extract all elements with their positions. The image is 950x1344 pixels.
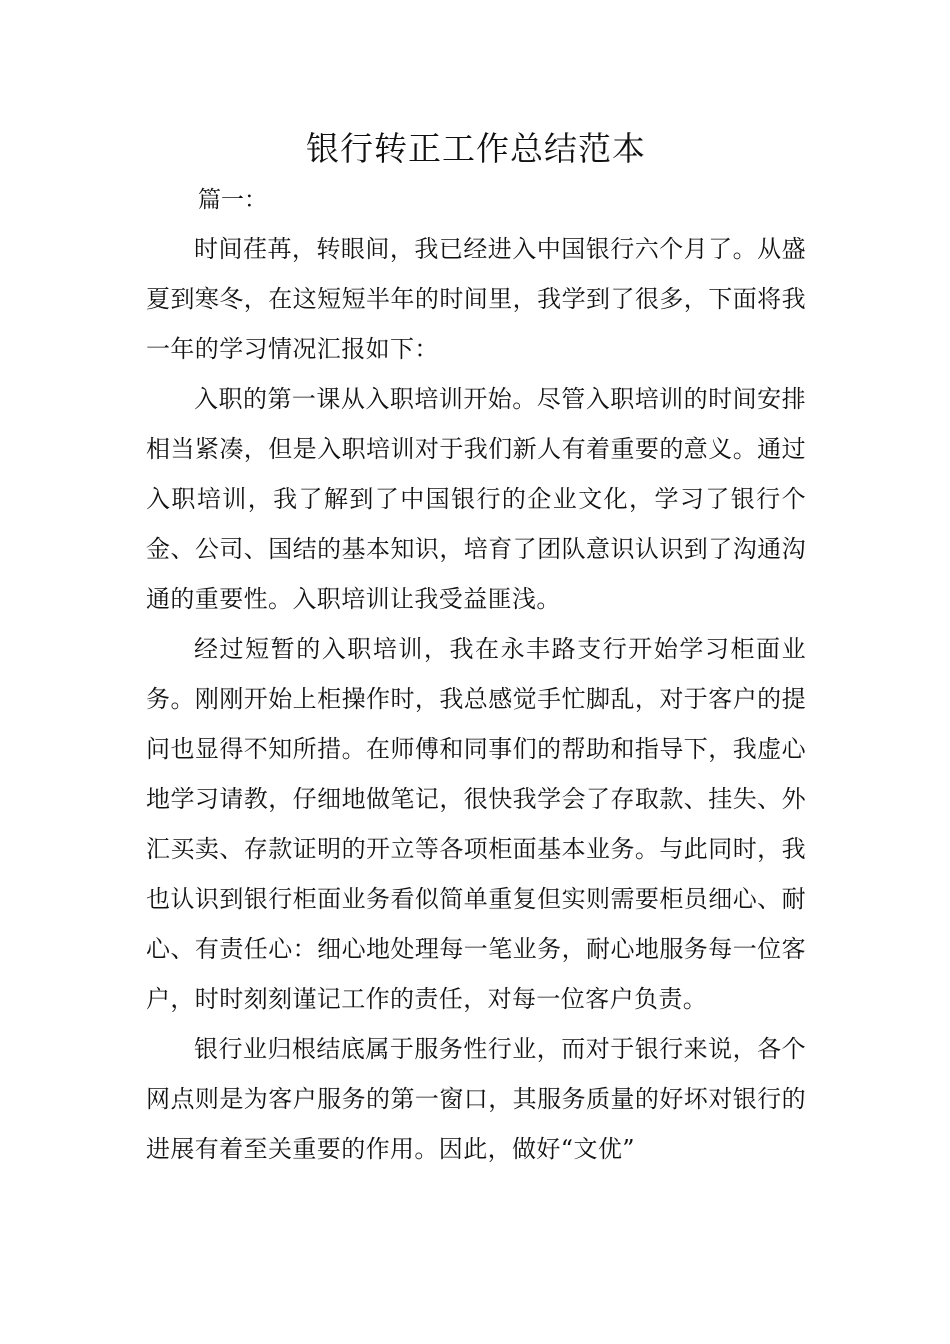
paragraph-2: 入职的第一课从入职培训开始。尽管入职培训的时间安排相当紧凑，但是入职培训对于我们新人有着重要的意义。通过入职培训，我了解到了中国银行的企业文化，学习了银行个金、公司、国结的基本知识，培育了团队意识认识到了沟通沟通的重要性。入职培训让我受益匪浅。	[146, 385, 806, 613]
paragraph-3: 经过短暂的入职培训，我在永丰路支行开始学习柜面业务。刚刚开始上柜操作时，我总感觉手忙脚乱，对于客户的提问也显得不知所措。在师傅和同事们的帮助和指导下，我虚心地学习请教，仔细地做笔记，很快我学会了存取款、挂失、外汇买卖、存款证明的开立等各项柜面基本业务。与此同时，我也认识到银行柜面业务看似简单重复但实则需要柜员细心、耐心、有责任心：细心地处理每一笔业务，耐心地服务每一位客户，时时刻刻谨记工作的责任，对每一位客户负责。	[146, 635, 806, 1013]
paragraph-4: 银行业归根结底属于服务性行业，而对于银行来说，各个网点则是为客户服务的第一窗口，其服务质量的好坏对银行的进展有着至关重要的作用。因此，做好“文优”	[146, 1035, 806, 1163]
document-title: 银行转正工作总结范本	[306, 129, 646, 168]
section-label: 篇一：	[198, 187, 267, 213]
document-body	[146, 224, 806, 1174]
paragraph-1: 时间荏苒，转眼间，我已经进入中国银行六个月了。从盛夏到寒冬，在这短短半年的时间里，我学到了很多，下面将我一年的学习情况汇报如下：	[146, 235, 806, 363]
